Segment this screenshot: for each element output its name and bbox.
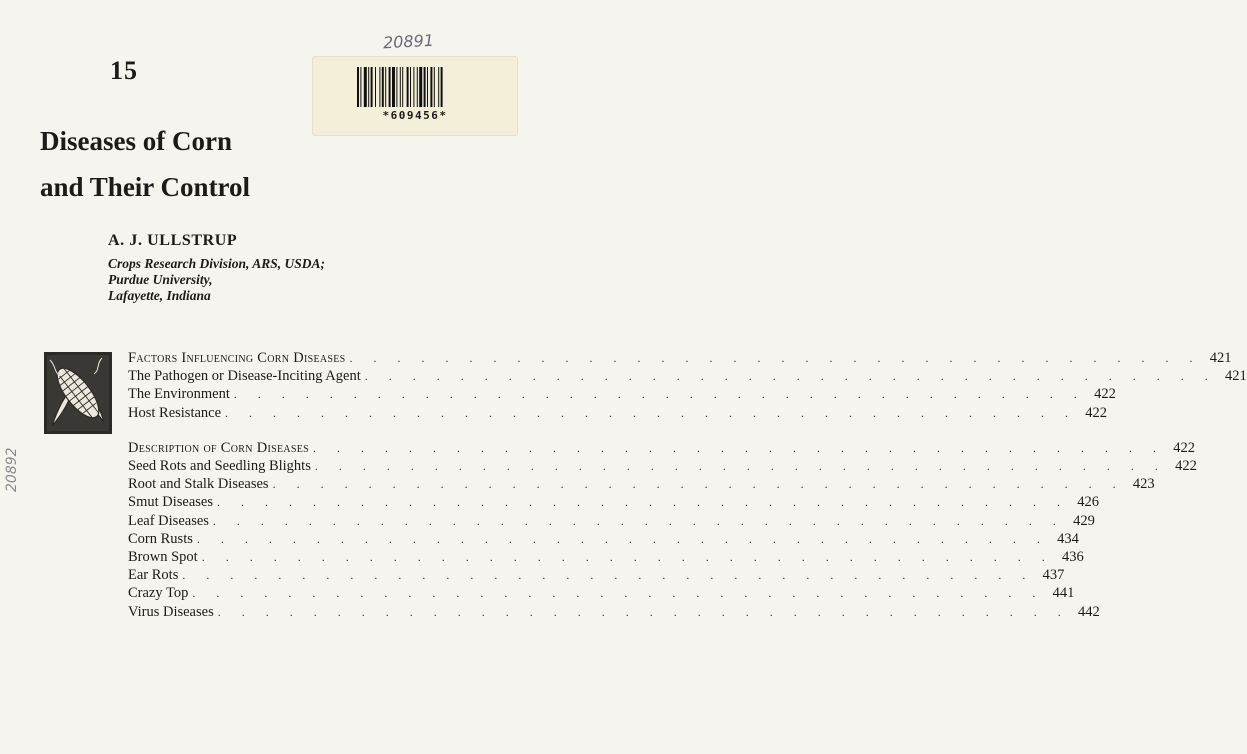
toc-entry-title: Crazy Top <box>128 585 189 602</box>
toc-page-number: 437 <box>1042 567 1065 584</box>
chapter-title-line: and Their Control <box>40 172 251 202</box>
toc-entry-title: Virus Diseases <box>128 603 214 620</box>
toc-dot-leader: . . . . . . . . . . . . . . . . . . . . . . . . . . . . . . . . . . . . <box>192 586 1045 601</box>
toc-entry <box>128 385 1116 403</box>
author-name: A. J. ULLSTRUP <box>108 232 238 249</box>
toc-entry <box>128 404 1108 422</box>
barcode-label <box>312 56 518 136</box>
toc-section-heading <box>128 439 1196 457</box>
toc-page-number: 421 <box>1209 350 1232 366</box>
toc-entry <box>128 367 1247 385</box>
toc-page-number: 422 <box>1173 439 1196 456</box>
toc-page-number: 426 <box>1077 494 1099 511</box>
toc-entry-title: The Pathogen or Disease-Inciting Agent <box>128 368 361 385</box>
toc-entry-title: Brown Spot <box>128 549 198 566</box>
chapter-number: 15 <box>110 56 138 85</box>
toc-dot-leader: . . . . . . . . . . . . . . . . . . . . . . . . . . . . . . . . . . . . <box>313 440 1166 455</box>
handwritten-accession-number: 20891 <box>382 30 435 53</box>
toc-page-number: 422 <box>1094 386 1116 403</box>
barcode-icon <box>357 67 473 107</box>
toc-page-number: 422 <box>1085 404 1108 421</box>
toc-page-number: 421 <box>1225 368 1247 385</box>
toc-entry-title: The Environment <box>128 386 230 403</box>
author-affiliation-line: Purdue University, <box>108 272 213 287</box>
toc-page-number: 441 <box>1052 585 1075 602</box>
toc-dot-leader: . . . . . . . . . . . . . . . . . . . . . . . . . . . . . . . . . . . . <box>212 513 1065 528</box>
toc-dot-leader: . . . . . . . . . . . . . . . . . . . . . . . . . . . . . . . . . . . . <box>364 369 1217 384</box>
author-block <box>108 232 325 304</box>
toc-entry-title: Root and Stalk Diseases <box>128 476 269 493</box>
toc-entry <box>128 475 1155 493</box>
toc-dot-leader: . . . . . . . . . . . . . . . . . . . . . . . . . . . . . . . . . . . . <box>349 351 1202 365</box>
toc-dot-leader: . . . . . . . . . . . . . . . . . . . . . . . . . . . . . . . . . . . . <box>201 550 1054 565</box>
toc-dot-leader: . . . . . . . . . . . . . . . . . . . . . . . . . . . . . . . . . . . . <box>233 387 1086 402</box>
toc-entry <box>128 457 1197 475</box>
barcode-number: *609456* <box>382 109 448 122</box>
toc-page-number: 436 <box>1061 549 1084 566</box>
toc-entry <box>128 512 1095 530</box>
toc-entry <box>128 530 1079 548</box>
toc-dot-leader: . . . . . . . . . . . . . . . . . . . . . . . . . . . . . . . . . . . . <box>314 459 1167 474</box>
table-of-contents <box>128 349 1247 621</box>
margin-handwritten-note: 20892 <box>4 447 20 492</box>
toc-section-gap <box>128 422 502 439</box>
toc-page-number: 429 <box>1073 512 1095 529</box>
toc-entry-title: Description of Corn Diseases <box>128 439 310 456</box>
toc-entry-title: Host Resistance <box>128 404 222 421</box>
toc-page-number: 423 <box>1132 476 1155 493</box>
toc-dot-leader: . . . . . . . . . . . . . . . . . . . . . . . . . . . . . . . . . . . . <box>217 604 1070 619</box>
author-affiliation-line: Crops Research Division, ARS, USDA; <box>108 256 326 271</box>
author-affiliation-line: Lafayette, Indiana <box>108 288 211 303</box>
toc-dot-leader: . . . . . . . . . . . . . . . . . . . . . . . . . . . . . . . . . . . . <box>272 477 1125 492</box>
chapter-title-line: Diseases of Corn <box>40 126 232 156</box>
toc-dot-leader: . . . . . . . . . . . . . . . . . . . . . . . . . . . . . . . . . . . . <box>225 405 1078 420</box>
toc-dot-leader: . . . . . . . . . . . . . . . . . . . . . . . . . . . . . . . . . . . . <box>216 495 1069 510</box>
toc-entry <box>128 566 1065 584</box>
toc-entry-title: Corn Rusts <box>128 530 193 547</box>
chapter-title <box>40 118 250 210</box>
toc-entry-title: Ear Rots <box>128 567 179 584</box>
toc-dot-leader: . . . . . . . . . . . . . . . . . . . . . . . . . . . . . . . . . . . . <box>182 568 1035 583</box>
toc-entry-title: Seed Rots and Seedling Blights <box>128 458 311 475</box>
toc-page-number: 434 <box>1057 530 1079 547</box>
corn-ear-icon <box>44 352 112 434</box>
toc-entry-title: Factors Influencing Corn Diseases <box>128 350 346 366</box>
toc-entry-title: Leaf Diseases <box>128 512 209 529</box>
toc-entry <box>128 548 1084 566</box>
toc-entry-title: Smut Diseases <box>128 494 213 511</box>
toc-dot-leader: . . . . . . . . . . . . . . . . . . . . . . . . . . . . . . . . . . . . <box>196 531 1049 546</box>
toc-entry <box>128 493 1099 511</box>
toc-section-heading <box>128 349 1232 367</box>
toc-entry <box>128 584 1075 602</box>
toc-entry <box>128 603 1100 621</box>
toc-page-number: 442 <box>1077 603 1100 620</box>
toc-page-number: 422 <box>1175 458 1197 475</box>
